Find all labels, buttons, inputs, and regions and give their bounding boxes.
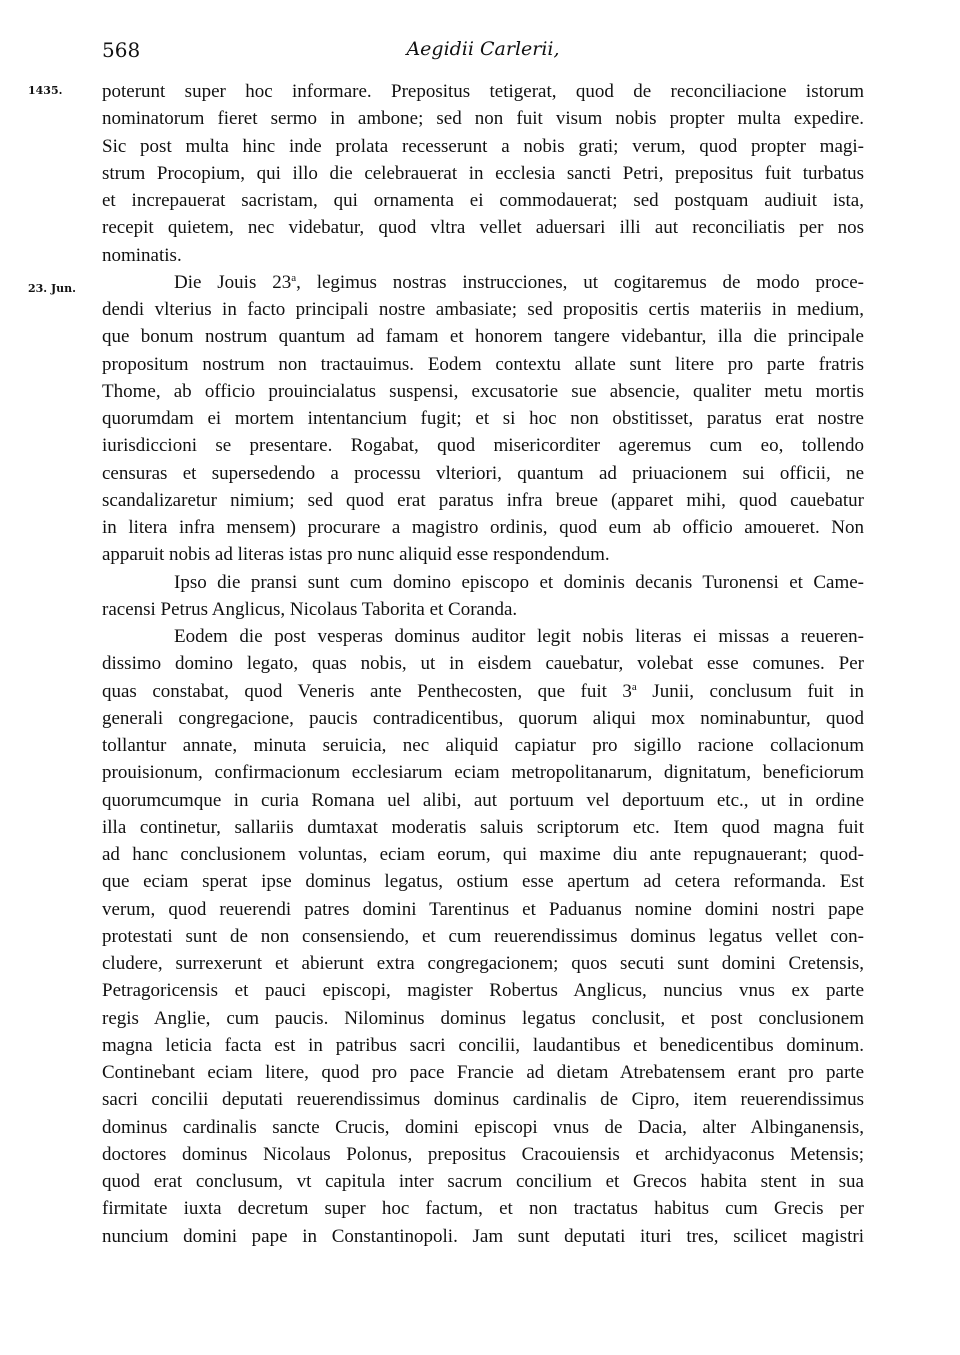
text-line: dendi vlterius in facto principali nostre ambasiate; sed propositis certis materiis in medium,: [102, 299, 864, 320]
text-line: recepit quietem, nec videbatur, quod vltra vellet aduersari illi aut reconciliatis per nos: [102, 217, 864, 239]
text-line: verum, quod reuerendi patres domini Tarentinus et Paduanus nomine domini nostri pape: [102, 898, 864, 920]
text-line: nominatorum fieret sermo in ambone; sed non fuit visum nobis propter multa expedire.: [102, 108, 864, 130]
text-line: in litera infra mensem) procurare a magistro ordinis, quod eum ab officio amoueret. Non: [102, 517, 864, 538]
text-line: apparuit nobis ad literas istas pro nunc aliquid esse respondendum.: [102, 544, 610, 566]
text-line: scandalizaretur nimium; sed quod erat paratus infra breue (apparet mihi, quod cauebatur: [102, 489, 864, 511]
text-line: racensi Petrus Anglicus, Nicolaus Taborita et Coranda.: [102, 598, 518, 620]
text-line: Sic post multa hinc inde prolata recesserunt a nobis grati; verum, quod propter magi-: [102, 135, 864, 157]
text-line: firmitate iuxta decretum super hoc factum, et non tractatus habitus cum Grecis per: [102, 1198, 864, 1220]
text-line: illa continetur, sallariis dumtaxat moderatis saluis scriptorum etc. Item quod magna fuit: [102, 816, 864, 838]
text-line: Continebant eciam litere, quod pro pace Francie ad dietam Atrebatensem erant pro parte: [102, 1062, 864, 1083]
text-line: nuncium domini pape in Constantinopoli. Jam sunt deputati ituri tres, scilicet magistri: [102, 1225, 864, 1247]
text-line: quorumdam ei mortem intentancium fugit; et si hoc non obstitisset, paratus erat nostre: [102, 408, 864, 429]
text-line: Ipso die pransi sunt cum domino episcopo et dominis decanis Turonensi et Came-: [174, 571, 864, 593]
text-line: sacri concilii deputati reuerendissimus dominus cardinalis de Cipro, item reuerendissimus: [102, 1089, 864, 1111]
text-line: quorumcumque in curia Romana uel alibi, aut portuum vel deportuum etc., ut in ordine: [102, 789, 864, 811]
text-line: propositum nostrum non tractauimus. Eodem contextu allate sunt litere pro parte fratris: [102, 353, 864, 375]
text-line: prouisionum, confirmacionum ecclesiarum eciam metropolitanarum, dignitatum, beneficiorum: [102, 762, 864, 784]
margin-note-year: 1435.: [28, 84, 63, 97]
text-line: regis Anglie, cum paucis. Nilominus dominus legatus conclusit, et post conclusionem: [102, 1007, 864, 1029]
text-line: nominatis.: [102, 244, 182, 266]
page-header: [102, 38, 864, 68]
text-line: que bonum nostrum quantum ad famam et honorem tangere videbantur, illa die principale: [102, 326, 864, 348]
text-line: doctores dominus Nicolaus Polonus, prepositus Cracouiensis et archidyaconus Metensis;: [102, 1143, 864, 1165]
text-line: Thome, ab officio prouincialatus suspensi, excusatorie sue absencie, qualiter metu mortis: [102, 380, 864, 402]
text-line: Die Jouis 23$^a$, legimus nostras instrucciones, ut cogitaremus de modo proce-: [174, 271, 864, 293]
text-line: magna leticia facta est in patribus sacri concilii, laudantibus et benedicentibus dominum.: [102, 1034, 864, 1056]
margin-note-date: 23. Jun.: [28, 282, 76, 295]
text-line: dissimo domino legato, quas nobis, ut in eisdem cauebatur, volebat esse comunes. Per: [102, 653, 864, 675]
running-title: Aegidii Carlerii,: [406, 38, 560, 60]
text-line: generali congregacione, paucis contradicentibus, quorum aliqui mox nominabuntur, quod: [102, 707, 864, 729]
text-line: censuras et supersedendo a processu vlteriori, quantum ad priuacionem sui officii, ne: [102, 462, 864, 484]
page-number: 568: [102, 38, 141, 62]
text-line: protestati sunt de non consensiendo, et cum reuerendissimus dominus legatus vellet con-: [102, 925, 864, 947]
text-line: iurisdiccioni se presentare. Rogabat, quod misericorditer ageremus cum eo, tollendo: [102, 435, 864, 457]
text-line: tollantur annate, minuta seruicia, nec aliquid capiatur pro sigillo racione collacionum: [102, 735, 864, 756]
body-text: [102, 78, 864, 1250]
text-line: et increpauerat sacristam, qui ornamenta ei commodauerat; sed postquam audiuit ista,: [102, 190, 864, 211]
text-line: que eciam sperat ipse dominus legatus, ostium esse apertum ad cetera reformanda. Est: [102, 871, 864, 893]
text-line: dominus cardinalis sancte Crucis, domini episcopi vnus de Dacia, alter Albinganensis,: [102, 1116, 864, 1138]
text-line: quod erat conclusum, vt capitula inter sacrum concilium et Grecos habita stent in sua: [102, 1171, 864, 1192]
text-line: Petragoricensis et pauci episcopi, magister Robertus Anglicus, nuncius vnus ex parte: [102, 980, 864, 1002]
text-line: Eodem die post vesperas dominus auditor legit nobis literas ei missas a reueren-: [174, 626, 864, 647]
text-line: quas constabat, quod Veneris ante Penthecosten, que fuit 3$^a$ Junii, conclusum fuit in: [102, 680, 864, 702]
text-line: ad hanc conclusionem voluntas, eciam eorum, qui maxime diu ante repugnauerant; quod-: [102, 844, 864, 865]
text-line: poterunt super hoc informare. Prepositus tetigerat, quod de reconciliacione istorum: [102, 81, 864, 102]
text-line: cludere, surrexerunt et abierunt extra congregacionem; quos secuti sunt domini Cretensis,: [102, 953, 864, 974]
text-line: strum Procopium, qui illo die celebrauerat in ecclesia sancti Petri, prepositus fuit turbatus: [102, 162, 864, 184]
